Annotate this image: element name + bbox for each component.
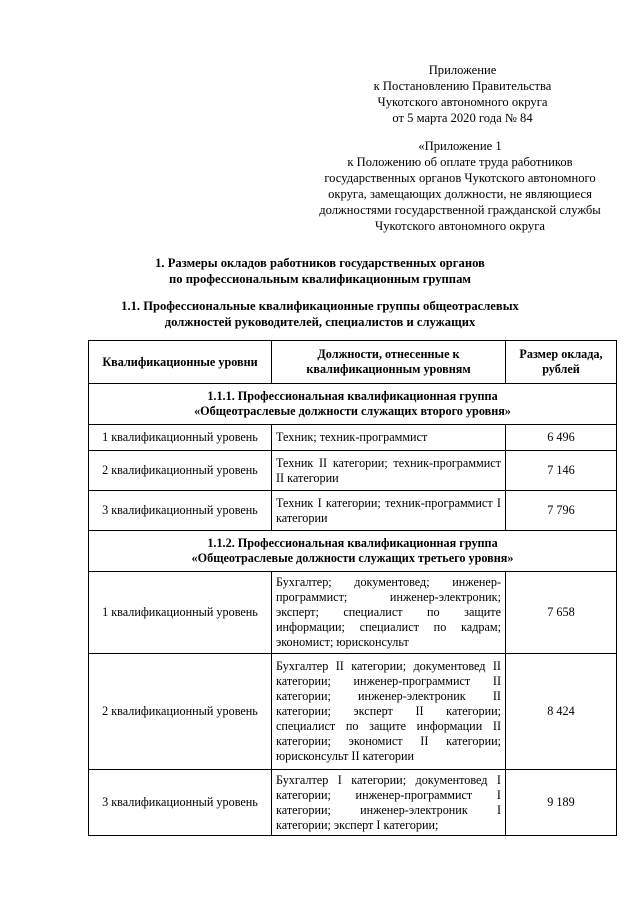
section1-line: по профессиональным квалификационным группам	[169, 272, 471, 286]
appendix1-line: округа, замещающих должности, не являющиеся	[328, 187, 592, 201]
salary-cell: 6 496	[506, 425, 617, 451]
section1-line: 1. Размеры окладов работников государственных органов	[155, 256, 485, 270]
group-title-line1: 1.1.2. Профессиональная квалификационная группа	[207, 536, 498, 550]
group-title-line1: 1.1.1. Профессиональная квалификационная группа	[207, 389, 498, 403]
group-title	[89, 384, 617, 425]
section1-title	[0, 255, 640, 287]
salary-cell: 9 189	[506, 770, 617, 836]
positions-cell: Бухгалтер I категории; документовед I категории; инженер-программист I категории; инженер-электроник I категории; эксперт I категории;	[272, 770, 506, 836]
table-row	[89, 572, 617, 654]
table-row	[89, 425, 617, 451]
appendix-line: к Постановлению Правительства	[373, 79, 552, 93]
salary-cell: 8 424	[506, 654, 617, 770]
appendix1-line: государственных органов Чукотского автономного	[324, 171, 596, 185]
header-salary: Размер оклада, рублей	[506, 341, 617, 384]
appendix1-line: должностями государственной гражданской службы	[319, 203, 601, 217]
section11-title	[0, 298, 640, 330]
appendix1-header	[300, 138, 620, 234]
group-title-line2: «Общеотраслевые должности служащих второго уровня»	[194, 404, 511, 418]
positions-cell: Бухгалтер II категории; документовед II категории; инженер-программист II категории; инженер-электроник II категории; эксперт II категории; специалист по защите информации II категории; экономист II категории; юрисконсульт II категории	[272, 654, 506, 770]
table-row	[89, 491, 617, 531]
table-row	[89, 654, 617, 770]
level-cell: 3 квалификационный уровень	[89, 491, 272, 531]
salary-cell: 7 146	[506, 451, 617, 491]
table-header-row	[89, 341, 617, 384]
level-cell: 2 квалификационный уровень	[89, 654, 272, 770]
appendix-line: Чукотского автономного округа	[377, 95, 548, 109]
group-title-line2: «Общеотраслевые должности служащих третьего уровня»	[191, 551, 514, 565]
header-levels: Квалификационные уровни	[89, 341, 272, 384]
salary-cell: 7 796	[506, 491, 617, 531]
section11-line: должностей руководителей, специалистов и служащих	[164, 315, 476, 329]
table-row	[89, 451, 617, 491]
positions-cell: Техник I категории; техник-программист I категории	[272, 491, 506, 531]
appendix-header	[340, 62, 585, 126]
level-cell: 3 квалификационный уровень	[89, 770, 272, 836]
table-row	[89, 770, 617, 836]
appendix-line: Приложение	[428, 63, 497, 77]
salary-table	[88, 340, 617, 836]
salary-cell: 7 658	[506, 572, 617, 654]
appendix-line: от 5 марта 2020 года № 84	[392, 111, 533, 125]
header-positions: Должности, отнесенные к квалификационным уровням	[272, 341, 506, 384]
appendix1-line: Чукотского автономного округа	[375, 219, 545, 233]
group-title-row	[89, 384, 617, 425]
positions-cell: Бухгалтер; документовед; инженер-программист; инженер-электроник; эксперт; специалист по защите информации; специалист по кадрам; экономист; юрисконсульт	[272, 572, 506, 654]
level-cell: 1 квалификационный уровень	[89, 572, 272, 654]
level-cell: 2 квалификационный уровень	[89, 451, 272, 491]
appendix1-line: «Приложение 1	[418, 139, 502, 153]
positions-cell: Техник II категории; техник-программист II категории	[272, 451, 506, 491]
appendix1-line: к Положению об оплате труда работников	[347, 155, 573, 169]
level-cell: 1 квалификационный уровень	[89, 425, 272, 451]
section11-line: 1.1. Профессиональные квалификационные группы общеотраслевых	[121, 299, 519, 313]
group-title	[89, 531, 617, 572]
group-title-row	[89, 531, 617, 572]
positions-cell: Техник; техник-программист	[272, 425, 506, 451]
